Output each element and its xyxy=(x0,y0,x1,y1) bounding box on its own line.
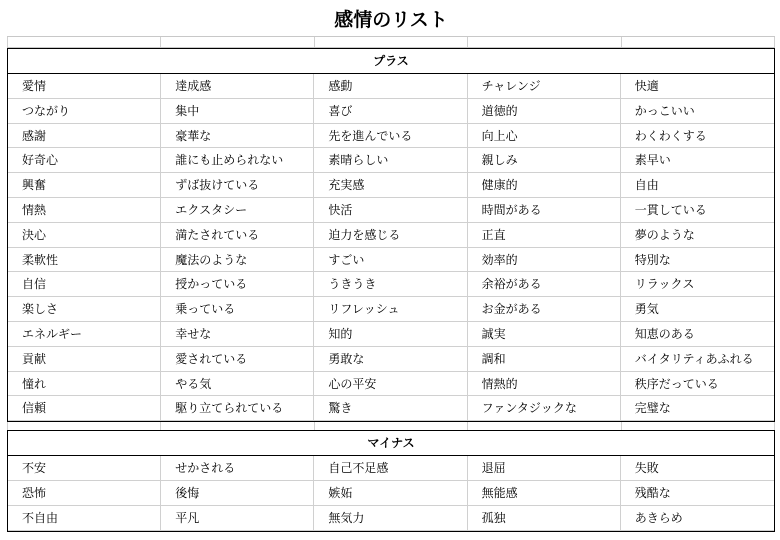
emotion-cell[interactable]: 情熱 xyxy=(8,198,161,223)
emotion-cell[interactable]: 先を進んでいる xyxy=(314,124,467,149)
emotion-cell[interactable]: 情熱的 xyxy=(468,372,621,397)
emotion-cell[interactable]: 貢献 xyxy=(8,347,161,372)
emotion-cell[interactable]: 集中 xyxy=(161,99,314,124)
emotion-cell[interactable]: 自信 xyxy=(8,272,161,297)
emotion-cell[interactable]: 満たされている xyxy=(161,223,314,248)
emotion-cell[interactable]: 豪華な xyxy=(161,124,314,149)
emotion-cell[interactable]: 無気力 xyxy=(314,506,467,531)
emotion-cell[interactable]: 決心 xyxy=(8,223,161,248)
spreadsheet xyxy=(7,0,775,532)
emotion-cell[interactable]: 後悔 xyxy=(161,481,314,506)
emotion-cell[interactable]: 一貫している xyxy=(621,198,774,223)
emotion-cell[interactable]: 勇敢な xyxy=(314,347,467,372)
emotion-cell[interactable]: リフレッシュ xyxy=(314,297,467,322)
emotion-cell[interactable]: 迫力を感じる xyxy=(314,223,467,248)
emotion-cell[interactable]: チャレンジ xyxy=(468,74,621,99)
emotion-cell[interactable]: 愛情 xyxy=(8,74,161,99)
emotion-cell[interactable]: 知恵のある xyxy=(621,322,774,347)
emotion-cell[interactable]: わくわくする xyxy=(621,124,774,149)
emotion-cell[interactable]: 驚き xyxy=(314,396,467,421)
emotion-cell[interactable]: すごい xyxy=(314,248,467,273)
emotion-cell[interactable]: 調和 xyxy=(468,347,621,372)
emotion-cell[interactable]: 不自由 xyxy=(8,506,161,531)
emotion-cell[interactable]: 素早い xyxy=(621,148,774,173)
emotion-cell[interactable]: 勇気 xyxy=(621,297,774,322)
emotion-cell[interactable]: 柔軟性 xyxy=(8,248,161,273)
emotion-cell[interactable]: やる気 xyxy=(161,372,314,397)
page-title: 感情のリスト xyxy=(7,0,775,37)
emotion-cell[interactable]: リラックス xyxy=(621,272,774,297)
emotion-cell[interactable]: 感動 xyxy=(314,74,467,99)
emotion-cell[interactable]: 好奇心 xyxy=(8,148,161,173)
emotion-cell[interactable]: 素晴らしい xyxy=(314,148,467,173)
emotion-cell[interactable]: 余裕がある xyxy=(468,272,621,297)
emotion-cell[interactable]: 知的 xyxy=(314,322,467,347)
emotion-cell[interactable]: 失敗 xyxy=(621,456,774,481)
emotion-cell[interactable]: 快適 xyxy=(621,74,774,99)
emotion-cell[interactable]: 興奮 xyxy=(8,173,161,198)
emotion-cell[interactable]: ファンタジックな xyxy=(468,396,621,421)
emotion-cell[interactable]: 感謝 xyxy=(8,124,161,149)
emotion-cell[interactable]: 夢のような xyxy=(621,223,774,248)
emotion-cell[interactable]: 自由 xyxy=(621,173,774,198)
emotion-cell[interactable]: かっこいい xyxy=(621,99,774,124)
emotion-cell[interactable]: 授かっている xyxy=(161,272,314,297)
emotion-cell[interactable]: ずば抜けている xyxy=(161,173,314,198)
emotion-cell[interactable]: 不安 xyxy=(8,456,161,481)
emotion-cell[interactable]: 乗っている xyxy=(161,297,314,322)
emotion-cell[interactable]: 残酷な xyxy=(621,481,774,506)
emotion-cell[interactable]: 愛されている xyxy=(161,347,314,372)
plus-grid xyxy=(8,74,774,421)
emotion-cell[interactable]: お金がある xyxy=(468,297,621,322)
emotion-cell[interactable]: 孤独 xyxy=(468,506,621,531)
emotion-cell[interactable]: 憧れ xyxy=(8,372,161,397)
emotion-cell[interactable]: 誰にも止められない xyxy=(161,148,314,173)
emotion-cell[interactable]: 効率的 xyxy=(468,248,621,273)
emotion-cell[interactable]: あきらめ xyxy=(621,506,774,531)
minus-heading: マイナス xyxy=(8,431,774,456)
emotion-cell[interactable]: 正直 xyxy=(468,223,621,248)
emotion-cell[interactable]: 健康的 xyxy=(468,173,621,198)
emotion-cell[interactable]: 信頼 xyxy=(8,396,161,421)
minus-section xyxy=(7,430,775,531)
emotion-cell[interactable]: 誠実 xyxy=(468,322,621,347)
emotion-cell[interactable]: 嫉妬 xyxy=(314,481,467,506)
emotion-cell[interactable]: 幸せな xyxy=(161,322,314,347)
emotion-cell[interactable]: 時間がある xyxy=(468,198,621,223)
emotion-cell[interactable]: バイタリティあふれる xyxy=(621,347,774,372)
emotion-cell[interactable]: 平凡 xyxy=(161,506,314,531)
empty-row xyxy=(7,37,775,48)
emotion-cell[interactable]: せかされる xyxy=(161,456,314,481)
emotion-cell[interactable]: 無能感 xyxy=(468,481,621,506)
emotion-cell[interactable]: 喜び xyxy=(314,99,467,124)
emotion-cell[interactable]: 特別な xyxy=(621,248,774,273)
emotion-cell[interactable]: うきうき xyxy=(314,272,467,297)
plus-heading: プラス xyxy=(8,49,774,74)
emotion-cell[interactable]: 心の平安 xyxy=(314,372,467,397)
emotion-cell[interactable]: 駆り立てられている xyxy=(161,396,314,421)
emotion-cell[interactable]: 秩序だっている xyxy=(621,372,774,397)
emotion-cell[interactable]: 楽しさ xyxy=(8,297,161,322)
emotion-cell[interactable]: 親しみ xyxy=(468,148,621,173)
emotion-cell[interactable]: つながり xyxy=(8,99,161,124)
emotion-cell[interactable]: 達成感 xyxy=(161,74,314,99)
empty-row xyxy=(7,422,775,430)
emotion-cell[interactable]: 完璧な xyxy=(621,396,774,421)
emotion-cell[interactable]: 道徳的 xyxy=(468,99,621,124)
emotion-cell[interactable]: エネルギー xyxy=(8,322,161,347)
emotion-cell[interactable]: エクスタシー xyxy=(161,198,314,223)
emotion-cell[interactable]: 魔法のような xyxy=(161,248,314,273)
emotion-cell[interactable]: 恐怖 xyxy=(8,481,161,506)
emotion-cell[interactable]: 自己不足感 xyxy=(314,456,467,481)
emotion-cell[interactable]: 充実感 xyxy=(314,173,467,198)
emotion-cell[interactable]: 退屈 xyxy=(468,456,621,481)
emotion-cell[interactable]: 快活 xyxy=(314,198,467,223)
emotion-cell[interactable]: 向上心 xyxy=(468,124,621,149)
plus-section xyxy=(7,48,775,422)
minus-grid xyxy=(8,456,774,530)
